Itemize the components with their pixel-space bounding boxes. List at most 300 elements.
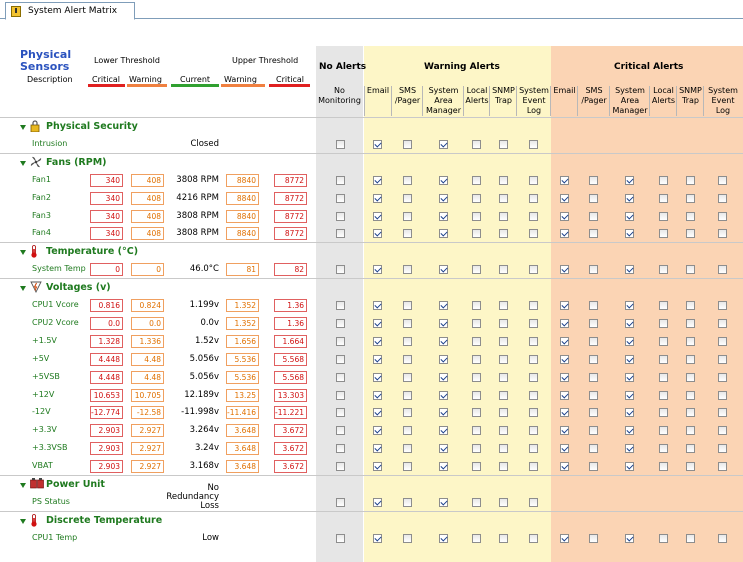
upper-warning-input[interactable]: 8840 [226, 174, 259, 187]
collapse-triangle-icon[interactable] [20, 483, 26, 488]
warning-email-checkbox[interactable] [373, 212, 382, 221]
lower-critical-input[interactable]: 0.816 [90, 299, 123, 312]
warning-sms-pager-checkbox[interactable] [403, 444, 412, 453]
critical-sms-pager-checkbox[interactable] [589, 444, 598, 453]
critical-snmp-trap-checkbox[interactable] [686, 176, 695, 185]
warning-system-area-manager-checkbox[interactable] [439, 462, 448, 471]
lower-critical-input[interactable]: 340 [90, 227, 123, 240]
warning-snmp-trap-checkbox[interactable] [499, 212, 508, 221]
critical-email-checkbox[interactable] [560, 391, 569, 400]
column-divider [422, 86, 423, 116]
critical-system-area-manager-checkbox[interactable] [625, 355, 634, 364]
lower-warning-input[interactable]: -12.58 [131, 406, 164, 419]
no-monitoring-checkbox[interactable] [336, 319, 345, 328]
column-divider [676, 86, 677, 116]
critical-local-alerts-checkbox[interactable] [659, 355, 668, 364]
warning-system-area-manager-checkbox[interactable] [439, 229, 448, 238]
no-monitoring-checkbox[interactable] [336, 444, 345, 453]
critical-system-area-manager-checkbox[interactable] [625, 229, 634, 238]
warning-sms-pager-checkbox[interactable] [403, 408, 412, 417]
critical-sms-pager-checkbox[interactable] [589, 534, 598, 543]
warning-local-alerts-checkbox[interactable] [472, 462, 481, 471]
warning-sms-pager-checkbox[interactable] [403, 498, 412, 507]
warning-email-checkbox[interactable] [373, 408, 382, 417]
upper-critical-input[interactable]: 5.568 [274, 371, 307, 384]
collapse-triangle-icon[interactable] [20, 125, 26, 130]
lower-warning-input[interactable]: 4.48 [131, 371, 164, 384]
upper-warning-input[interactable]: 81 [226, 263, 259, 276]
critical-system-event-log-checkbox[interactable] [718, 391, 727, 400]
warning-system-area-manager-checkbox[interactable] [439, 426, 448, 435]
critical-snmp-trap-checkbox[interactable] [686, 194, 695, 203]
warning-email-checkbox[interactable] [373, 319, 382, 328]
lower-warning-input[interactable]: 10.705 [131, 389, 164, 402]
lower-critical-input[interactable]: 340 [90, 174, 123, 187]
critical-email-checkbox[interactable] [560, 212, 569, 221]
upper-critical-input[interactable]: 8772 [274, 210, 307, 223]
warning-snmp-trap-checkbox[interactable] [499, 140, 508, 149]
warning-system-event-log-checkbox[interactable] [529, 391, 538, 400]
warning-system-area-manager-checkbox[interactable] [439, 534, 448, 543]
upper-critical-input[interactable]: 8772 [274, 192, 307, 205]
warning-email-header: Email [366, 86, 390, 95]
no-monitoring-checkbox[interactable] [336, 212, 345, 221]
sensor-label: CPU1 Vcore [32, 300, 79, 309]
critical-system-event-log-checkbox[interactable] [718, 337, 727, 346]
warning-sms-pager-checkbox[interactable] [403, 229, 412, 238]
warning-sms-pager-checkbox[interactable] [403, 319, 412, 328]
warning-email-checkbox[interactable] [373, 265, 382, 274]
warning-email-checkbox[interactable] [373, 391, 382, 400]
lower-critical-input[interactable]: 0 [90, 263, 123, 276]
warning-local-alerts-checkbox[interactable] [472, 319, 481, 328]
warning-snmp-trap-checkbox[interactable] [499, 426, 508, 435]
warning-system-event-log-checkbox[interactable] [529, 301, 538, 310]
warning-sms-pager-checkbox[interactable] [403, 462, 412, 471]
warning-system-event-log-checkbox[interactable] [529, 319, 538, 328]
warning-system-area-manager-checkbox[interactable] [439, 355, 448, 364]
critical-email-checkbox[interactable] [560, 194, 569, 203]
critical-local-alerts-checkbox[interactable] [659, 301, 668, 310]
warning-local-alerts-checkbox[interactable] [472, 498, 481, 507]
lower-critical-input[interactable]: 0.0 [90, 317, 123, 330]
critical-email-checkbox[interactable] [560, 337, 569, 346]
warning-system-area-manager-checkbox[interactable] [439, 444, 448, 453]
upper-warning-input[interactable]: 1.352 [226, 299, 259, 312]
critical-system-event-log-checkbox[interactable] [718, 176, 727, 185]
upper-critical-input[interactable]: 82 [274, 263, 307, 276]
critical-snmp-trap-checkbox[interactable] [686, 534, 695, 543]
lower-critical-input[interactable]: 2.903 [90, 442, 123, 455]
no-monitoring-checkbox[interactable] [336, 534, 345, 543]
lower-warning-input[interactable]: 408 [131, 174, 164, 187]
warning-system-event-log-checkbox[interactable] [529, 229, 538, 238]
warning-sms-pager-checkbox[interactable] [403, 194, 412, 203]
upper-critical-input[interactable]: 1.664 [274, 335, 307, 348]
upper-warning-input[interactable]: 3.648 [226, 442, 259, 455]
critical-system-event-log-checkbox[interactable] [718, 194, 727, 203]
warning-local-alerts-checkbox[interactable] [472, 426, 481, 435]
critical-local-alerts-checkbox[interactable] [659, 391, 668, 400]
upper-warning-input[interactable]: 1.352 [226, 317, 259, 330]
critical-system-event-log-checkbox[interactable] [718, 534, 727, 543]
lower-warning-input[interactable]: 408 [131, 227, 164, 240]
lower-warning-input[interactable]: 0 [131, 263, 164, 276]
critical-local-alerts-checkbox[interactable] [659, 373, 668, 382]
upper-warning-input[interactable]: 3.648 [226, 424, 259, 437]
warning-system-event-log-checkbox[interactable] [529, 408, 538, 417]
warning-system-event-log-checkbox[interactable] [529, 265, 538, 274]
warning-system-event-log-checkbox[interactable] [529, 373, 538, 382]
warning-local-alerts-checkbox[interactable] [472, 373, 481, 382]
warning-email-checkbox[interactable] [373, 444, 382, 453]
warning-system-area-manager-checkbox[interactable] [439, 391, 448, 400]
no-monitoring-checkbox[interactable] [336, 391, 345, 400]
critical-system-area-manager-checkbox[interactable] [625, 301, 634, 310]
no-monitoring-checkbox[interactable] [336, 426, 345, 435]
critical-local-alerts-checkbox[interactable] [659, 319, 668, 328]
critical-local-alerts-checkbox[interactable] [659, 462, 668, 471]
critical-system-event-log-checkbox[interactable] [718, 355, 727, 364]
warning-email-checkbox[interactable] [373, 176, 382, 185]
warning-email-checkbox[interactable] [373, 355, 382, 364]
critical-sms-pager-checkbox[interactable] [589, 265, 598, 274]
warning-system-event-log-checkbox[interactable] [529, 140, 538, 149]
warning-system-event-log-checkbox[interactable] [529, 212, 538, 221]
warning-system-area-manager-header: System Area Manager [425, 86, 462, 115]
warning-local-alerts-checkbox[interactable] [472, 355, 481, 364]
critical-system-event-log-checkbox[interactable] [718, 426, 727, 435]
critical-system-area-manager-checkbox[interactable] [625, 319, 634, 328]
warning-local-alerts-checkbox[interactable] [472, 301, 481, 310]
warning-system-event-log-checkbox[interactable] [529, 337, 538, 346]
critical-local-alerts-checkbox[interactable] [659, 212, 668, 221]
critical-snmp-trap-checkbox[interactable] [686, 391, 695, 400]
critical-sms-pager-checkbox[interactable] [589, 176, 598, 185]
warning-email-checkbox[interactable] [373, 498, 382, 507]
warning-system-area-manager-checkbox[interactable] [439, 194, 448, 203]
warning-email-checkbox[interactable] [373, 426, 382, 435]
warning-local-alerts-checkbox[interactable] [472, 140, 481, 149]
warning-local-alerts-checkbox[interactable] [472, 265, 481, 274]
critical-email-checkbox[interactable] [560, 426, 569, 435]
critical-system-event-log-checkbox[interactable] [718, 462, 727, 471]
warning-snmp-trap-checkbox[interactable] [499, 194, 508, 203]
lower-critical-input[interactable]: 2.903 [90, 424, 123, 437]
warning-snmp-trap-checkbox[interactable] [499, 444, 508, 453]
critical-email-checkbox[interactable] [560, 373, 569, 382]
no-monitoring-checkbox[interactable] [336, 176, 345, 185]
critical-email-checkbox[interactable] [560, 265, 569, 274]
warning-email-checkbox[interactable] [373, 229, 382, 238]
collapse-triangle-icon[interactable] [20, 161, 26, 166]
upper-critical-input[interactable]: 8772 [274, 174, 307, 187]
critical-snmp-trap-checkbox[interactable] [686, 444, 695, 453]
critical-sms-pager-checkbox[interactable] [589, 319, 598, 328]
critical-email-checkbox[interactable] [560, 444, 569, 453]
warning-snmp-trap-checkbox[interactable] [499, 373, 508, 382]
warning-local-alerts-checkbox[interactable] [472, 337, 481, 346]
critical-local-alerts-checkbox[interactable] [659, 426, 668, 435]
warning-system-area-manager-checkbox[interactable] [439, 140, 448, 149]
critical-system-event-log-checkbox[interactable] [718, 229, 727, 238]
critical-email-checkbox[interactable] [560, 301, 569, 310]
warning-system-event-log-checkbox[interactable] [529, 498, 538, 507]
collapse-triangle-icon[interactable] [20, 250, 26, 255]
critical-local-alerts-checkbox[interactable] [659, 194, 668, 203]
warning-snmp-trap-checkbox[interactable] [499, 498, 508, 507]
critical-sms-pager-checkbox[interactable] [589, 212, 598, 221]
critical-system-area-manager-checkbox[interactable] [625, 337, 634, 346]
critical-snmp-trap-checkbox[interactable] [686, 301, 695, 310]
critical-sms-pager-checkbox[interactable] [589, 229, 598, 238]
critical-sms-pager-checkbox[interactable] [589, 194, 598, 203]
critical-system-event-log-checkbox[interactable] [718, 373, 727, 382]
upper-warning-input[interactable]: 13.25 [226, 389, 259, 402]
critical-sms-pager-checkbox[interactable] [589, 373, 598, 382]
warning-system-area-manager-checkbox[interactable] [439, 373, 448, 382]
lower-warning-input[interactable]: 0.824 [131, 299, 164, 312]
lower-warning-input[interactable]: 1.336 [131, 335, 164, 348]
warning-local-alerts-checkbox[interactable] [472, 229, 481, 238]
lower-critical-input[interactable]: 1.328 [90, 335, 123, 348]
warning-system-area-manager-checkbox[interactable] [439, 337, 448, 346]
upper-critical-input[interactable]: 1.36 [274, 317, 307, 330]
warning-system-event-log-checkbox[interactable] [529, 426, 538, 435]
critical-snmp-trap-checkbox[interactable] [686, 229, 695, 238]
critical-system-event-log-checkbox[interactable] [718, 212, 727, 221]
warning-system-event-log-checkbox[interactable] [529, 462, 538, 471]
critical-sms-pager-checkbox[interactable] [589, 355, 598, 364]
upper-warning-input[interactable]: 8840 [226, 210, 259, 223]
warning-email-checkbox[interactable] [373, 140, 382, 149]
critical-local-alerts-checkbox[interactable] [659, 444, 668, 453]
warning-system-event-log-checkbox[interactable] [529, 194, 538, 203]
upper-warning-input[interactable]: 3.648 [226, 460, 259, 473]
warning-system-area-manager-checkbox[interactable] [439, 319, 448, 328]
collapse-triangle-icon[interactable] [20, 519, 26, 524]
warning-email-checkbox[interactable] [373, 462, 382, 471]
critical-system-event-log-checkbox[interactable] [718, 265, 727, 274]
warning-system-event-log-checkbox[interactable] [529, 176, 538, 185]
thermometer-icon [30, 514, 40, 526]
lower-warning-input[interactable]: 408 [131, 192, 164, 205]
no-monitoring-checkbox[interactable] [336, 140, 345, 149]
warning-snmp-trap-checkbox[interactable] [499, 391, 508, 400]
warning-local-alerts-checkbox[interactable] [472, 408, 481, 417]
critical-snmp-trap-checkbox[interactable] [686, 265, 695, 274]
warning-snmp-trap-checkbox[interactable] [499, 176, 508, 185]
upper-critical-input[interactable]: 3.672 [274, 442, 307, 455]
upper-warning-input[interactable]: 5.536 [226, 371, 259, 384]
critical-local-alerts-checkbox[interactable] [659, 229, 668, 238]
critical-snmp-trap-checkbox[interactable] [686, 373, 695, 382]
warning-system-area-manager-checkbox[interactable] [439, 498, 448, 507]
warning-sms-pager-checkbox[interactable] [403, 140, 412, 149]
critical-snmp-trap-checkbox[interactable] [686, 337, 695, 346]
collapse-triangle-icon[interactable] [20, 286, 26, 291]
upper-critical-input[interactable]: 3.672 [274, 460, 307, 473]
critical-email-checkbox[interactable] [560, 176, 569, 185]
upper-critical-input[interactable]: 1.36 [274, 299, 307, 312]
no-monitoring-checkbox[interactable] [336, 337, 345, 346]
warning-snmp-trap-checkbox[interactable] [499, 319, 508, 328]
critical-email-checkbox[interactable] [560, 408, 569, 417]
critical-system-area-manager-checkbox[interactable] [625, 426, 634, 435]
current-value: 3808 RPM [176, 210, 219, 221]
critical-system-area-manager-checkbox[interactable] [625, 408, 634, 417]
lower-warning-input[interactable]: 2.927 [131, 424, 164, 437]
warning-sms-pager-checkbox[interactable] [403, 265, 412, 274]
critical-sms-pager-checkbox[interactable] [589, 391, 598, 400]
warning-snmp-trap-checkbox[interactable] [499, 408, 508, 417]
warning-sms-pager-checkbox[interactable] [403, 176, 412, 185]
critical-snmp-trap-checkbox[interactable] [686, 408, 695, 417]
upper-critical-input[interactable]: 5.568 [274, 353, 307, 366]
critical-sms-pager-checkbox[interactable] [589, 462, 598, 471]
sensor-label: CPU1 Temp [32, 532, 78, 542]
critical-sms-pager-checkbox[interactable] [589, 426, 598, 435]
no-monitoring-checkbox[interactable] [336, 408, 345, 417]
warning-system-area-manager-checkbox[interactable] [439, 265, 448, 274]
current-value: 3808 RPM [176, 174, 219, 185]
critical-email-checkbox[interactable] [560, 534, 569, 543]
warning-snmp-trap-checkbox[interactable] [499, 462, 508, 471]
tab-system-alert-matrix[interactable] [5, 2, 135, 20]
critical-email-checkbox[interactable] [560, 229, 569, 238]
critical-system-area-manager-checkbox[interactable] [625, 194, 634, 203]
critical-local-alerts-checkbox[interactable] [659, 176, 668, 185]
lower-warning-input[interactable]: 2.927 [131, 460, 164, 473]
critical-system-area-manager-checkbox[interactable] [625, 462, 634, 471]
current-value: 3.24v [195, 443, 219, 454]
critical-system-area-manager-checkbox[interactable] [625, 212, 634, 221]
warning-snmp-trap-checkbox[interactable] [499, 301, 508, 310]
warning-email-checkbox[interactable] [373, 373, 382, 382]
warning-system-event-log-checkbox[interactable] [529, 355, 538, 364]
critical-snmp-trap-checkbox[interactable] [686, 319, 695, 328]
warning-local-alerts-checkbox[interactable] [472, 444, 481, 453]
critical-email-checkbox[interactable] [560, 319, 569, 328]
warning-sms-pager-checkbox[interactable] [403, 391, 412, 400]
warning-system-area-manager-checkbox[interactable] [439, 176, 448, 185]
lower-critical-input[interactable]: 4.448 [90, 353, 123, 366]
critical-sms-pager-checkbox[interactable] [589, 408, 598, 417]
no-monitoring-checkbox[interactable] [336, 194, 345, 203]
critical-sms-pager-checkbox[interactable] [589, 337, 598, 346]
warning-sms-pager-checkbox[interactable] [403, 212, 412, 221]
warning-system-event-log-checkbox[interactable] [529, 534, 538, 543]
critical-snmp-trap-checkbox[interactable] [686, 355, 695, 364]
lower-critical-input[interactable]: -12.774 [90, 406, 123, 419]
upper-critical-input[interactable]: 13.303 [274, 389, 307, 402]
warning-system-area-manager-checkbox[interactable] [439, 408, 448, 417]
warning-local-alerts-checkbox[interactable] [472, 212, 481, 221]
warning-sms-pager-checkbox[interactable] [403, 355, 412, 364]
warning-email-checkbox[interactable] [373, 337, 382, 346]
upper-warning-input[interactable]: 8840 [226, 227, 259, 240]
lower-critical-input[interactable]: 340 [90, 210, 123, 223]
critical-system-event-log-checkbox[interactable] [718, 408, 727, 417]
critical-system-event-log-checkbox[interactable] [718, 319, 727, 328]
warning-email-checkbox[interactable] [373, 534, 382, 543]
warning-sms-pager-checkbox[interactable] [403, 337, 412, 346]
warning-email-checkbox[interactable] [373, 301, 382, 310]
critical-system-area-manager-checkbox[interactable] [625, 534, 634, 543]
warning-system-area-manager-checkbox[interactable] [439, 301, 448, 310]
warning-system-area-manager-checkbox[interactable] [439, 212, 448, 221]
critical-snmp-trap-checkbox[interactable] [686, 212, 695, 221]
critical-system-area-manager-checkbox[interactable] [625, 391, 634, 400]
critical-snmp-trap-checkbox[interactable] [686, 462, 695, 471]
no-monitoring-checkbox[interactable] [336, 373, 345, 382]
warning-sms-pager-checkbox[interactable] [403, 301, 412, 310]
critical-snmp-trap-checkbox[interactable] [686, 426, 695, 435]
warning-snmp-trap-checkbox[interactable] [499, 337, 508, 346]
lower-warning-input[interactable]: 0.0 [131, 317, 164, 330]
no-monitoring-checkbox[interactable] [336, 498, 345, 507]
warning-snmp-trap-checkbox[interactable] [499, 229, 508, 238]
warning-local-alerts-checkbox[interactable] [472, 534, 481, 543]
critical-local-alerts-checkbox[interactable] [659, 534, 668, 543]
no-monitoring-checkbox[interactable] [336, 229, 345, 238]
warning-local-alerts-header: Local Alerts [465, 86, 489, 105]
lower-critical-input[interactable]: 10.653 [90, 389, 123, 402]
lower-critical-input[interactable]: 340 [90, 192, 123, 205]
no-monitoring-checkbox[interactable] [336, 462, 345, 471]
lower-critical-input[interactable]: 2.903 [90, 460, 123, 473]
critical-local-alerts-checkbox[interactable] [659, 337, 668, 346]
critical-local-alerts-checkbox[interactable] [659, 408, 668, 417]
upper-warning-input[interactable]: 1.656 [226, 335, 259, 348]
critical-system-area-manager-checkbox[interactable] [625, 444, 634, 453]
lower-warning-input[interactable]: 4.48 [131, 353, 164, 366]
critical-system-area-manager-checkbox[interactable] [625, 265, 634, 274]
warning-sms-pager-checkbox[interactable] [403, 534, 412, 543]
upper-warning-input[interactable]: 5.536 [226, 353, 259, 366]
upper-critical-input[interactable]: 8772 [274, 227, 307, 240]
warning-snmp-trap-checkbox[interactable] [499, 355, 508, 364]
critical-system-event-log-checkbox[interactable] [718, 301, 727, 310]
critical-local-alerts-checkbox[interactable] [659, 265, 668, 274]
critical-system-area-manager-checkbox[interactable] [625, 373, 634, 382]
warning-local-alerts-checkbox[interactable] [472, 176, 481, 185]
warning-snmp-trap-checkbox[interactable] [499, 534, 508, 543]
warning-local-alerts-checkbox[interactable] [472, 391, 481, 400]
critical-sms-pager-checkbox[interactable] [589, 301, 598, 310]
critical-email-checkbox[interactable] [560, 462, 569, 471]
warning-system-event-log-checkbox[interactable] [529, 444, 538, 453]
lower-warning-input[interactable]: 408 [131, 210, 164, 223]
warning-snmp-trap-checkbox[interactable] [499, 265, 508, 274]
upper-critical-input[interactable]: 3.672 [274, 424, 307, 437]
no-monitoring-checkbox[interactable] [336, 355, 345, 364]
critical-system-area-manager-checkbox[interactable] [625, 176, 634, 185]
critical-email-checkbox[interactable] [560, 355, 569, 364]
upper-warning-input[interactable]: 8840 [226, 192, 259, 205]
lower-critical-input[interactable]: 4.448 [90, 371, 123, 384]
warning-sms-pager-checkbox[interactable] [403, 373, 412, 382]
lower-warning-input[interactable]: 2.927 [131, 442, 164, 455]
upper-warning-input[interactable]: -11.416 [226, 406, 259, 419]
warning-sms-pager-checkbox[interactable] [403, 426, 412, 435]
no-monitoring-checkbox[interactable] [336, 265, 345, 274]
no-monitoring-checkbox[interactable] [336, 301, 345, 310]
upper-critical-input[interactable]: -11.221 [274, 406, 307, 419]
warning-local-alerts-checkbox[interactable] [472, 194, 481, 203]
critical-system-event-log-checkbox[interactable] [718, 444, 727, 453]
warning-email-checkbox[interactable] [373, 194, 382, 203]
